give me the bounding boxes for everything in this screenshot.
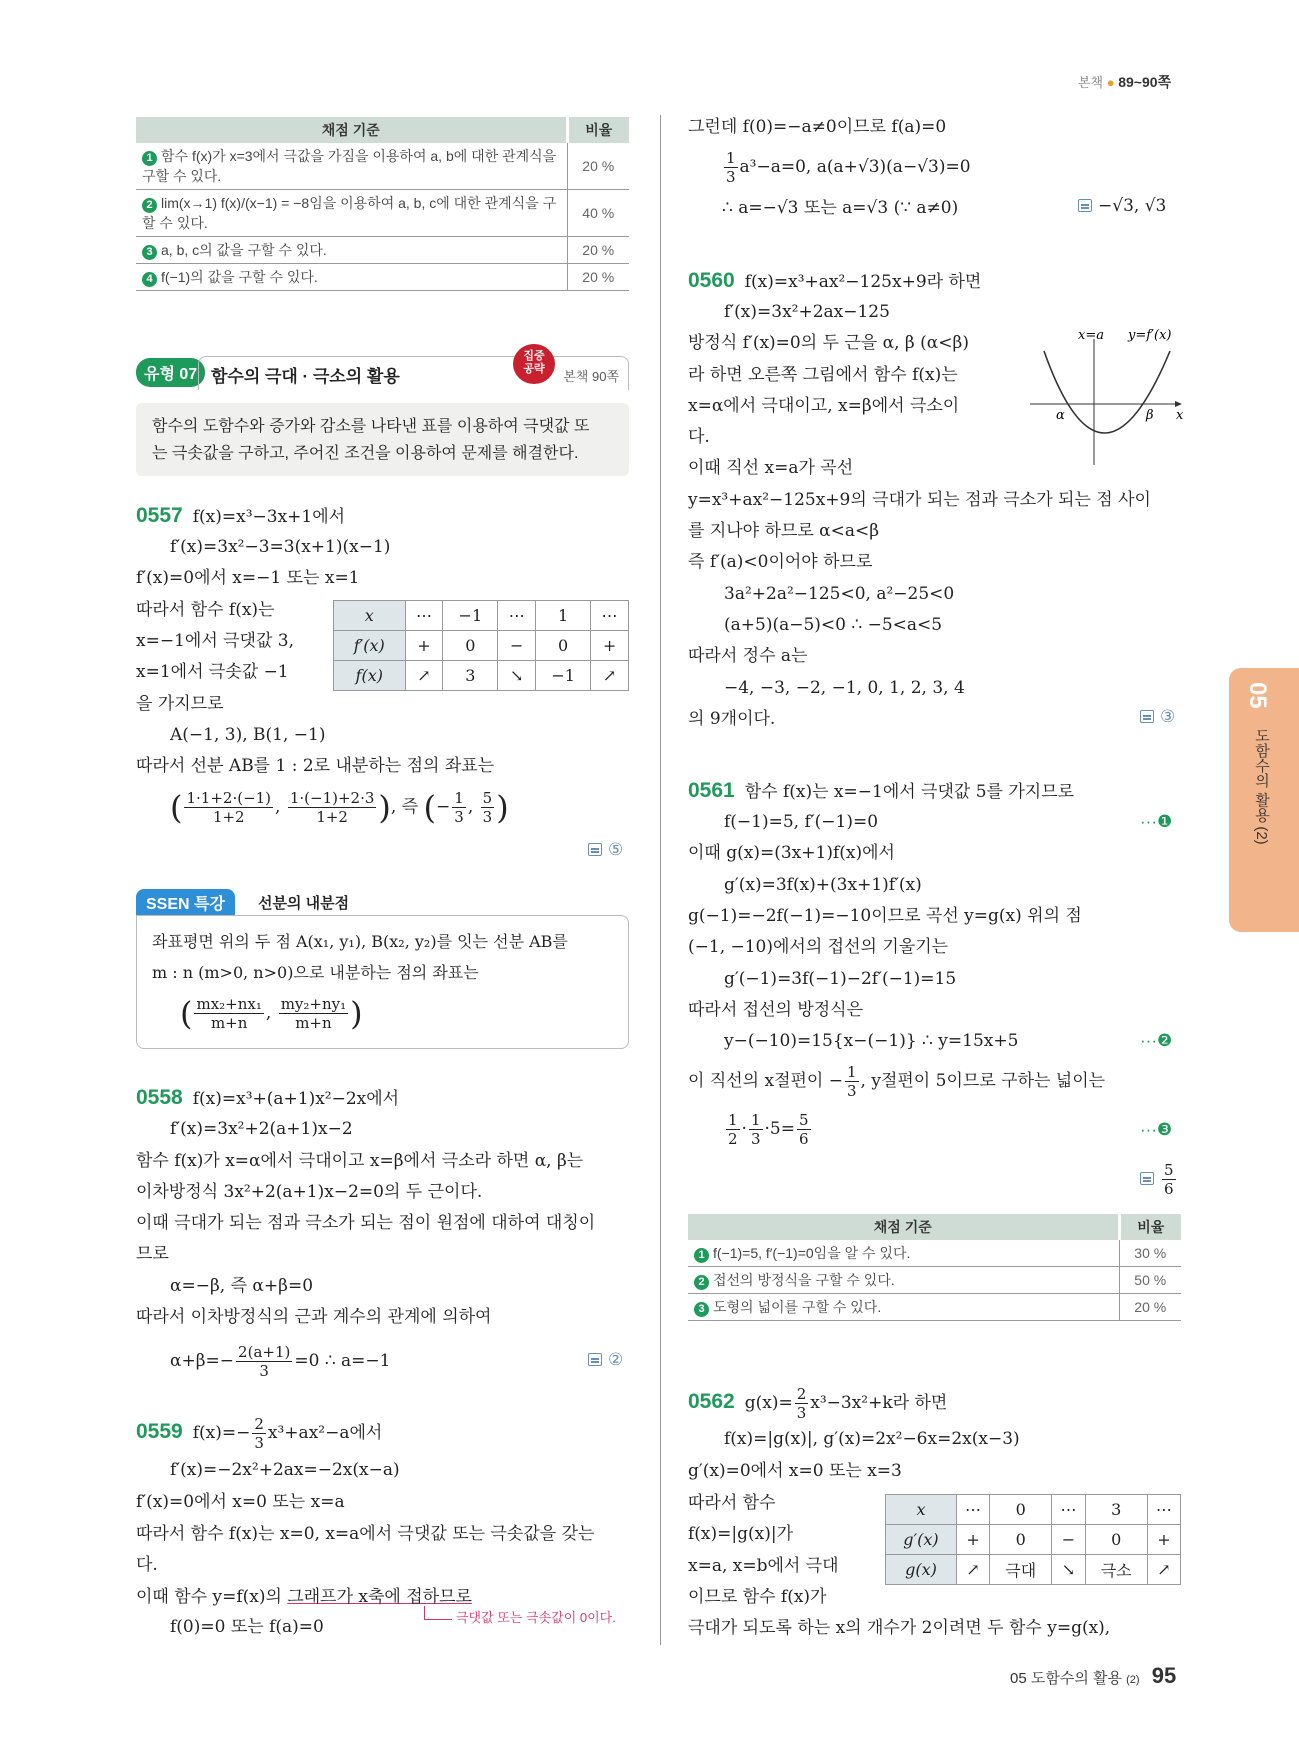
text: 이므로 함수 f(x)가 [688,1587,827,1607]
text: α=−β, 즉 α+β=0 [170,1276,314,1296]
table-cell: + [956,1525,989,1555]
table-row [886,1495,1181,1525]
table-cell: + [1147,1525,1180,1555]
ratio-cell: 20 % [567,237,629,264]
answer-icon [1140,1172,1154,1185]
division-formula: ( $\frac{\text{mx₂+nx₁}}{m+n}$ , $\frac{\text{my₂+ny₁}}{m+n}$ ) [180,994,363,1033]
table-cell: 0 [1085,1525,1147,1555]
text: 을 가지므로 [136,694,224,714]
text: x=1에서 극솟값 −1 [136,662,289,682]
type-badge: 유형 07 [136,358,205,387]
criteria-cell: 1 함수 f(x)가 x=3에서 극값을 가짐을 이용하여 a, b에 대한 관계식을 구할 수 있다. [136,143,567,190]
step-marker-2: ···❷ [1140,1031,1173,1050]
criteria-cell: 3 a, b, c의 값을 구할 수 있다. [136,237,567,264]
criteria-cell: 3 도형의 넓이를 구할 수 있다. [688,1294,1119,1321]
chapter-side-tab[interactable] [1229,668,1299,932]
table-cell: ⋯ [1052,1495,1085,1525]
ref-pages: 89~90쪽 [1118,74,1172,90]
table-cell: 0 [443,631,498,661]
text: f′(x)=3x²+2ax−125 [724,302,890,322]
table-cell: ↘ [498,661,536,691]
step-number-icon: 3 [142,245,157,260]
summary-line: 함수의 도함수와 증가와 감소를 나타낸 표를 이용하여 극댓값 또 [152,418,590,435]
text: f(x)=|g(x)|가 [688,1524,793,1544]
table-row [886,1555,1181,1585]
table-row [334,601,629,631]
table-cell: ⋯ [1147,1495,1180,1525]
table-cell: g(x) [886,1555,957,1585]
text: $\frac{1}{3}$ a³−a=0, a(a+√3)(a−√3)=0 [726,149,971,186]
text: 이차방정식 3x²+2(a+1)x−2=0의 두 근이다. [136,1182,483,1202]
page-reference [1078,70,1171,95]
table-row [688,1267,1181,1294]
text: 좌표평면 위의 두 점 A(x₁, y₁), B(x₂, y₂)를 잇는 선분 AB를 [152,932,568,951]
answer-0561: $\frac{5}{6}$ [1140,1158,1178,1200]
table-cell: 1 [536,601,591,631]
step-marker-1: ···❶ [1140,812,1173,831]
text: $\frac{1}{2}$ · $\frac{1}{3}$ ·5= $\frac{5}{6}$ [728,1111,809,1148]
table-row [334,631,629,661]
table-cell: 3 [1085,1495,1147,1525]
problem-0560-line: 0560 f(x)=x³+ax²−125x+9라 하면 [688,269,982,292]
text: 따라서 함수 f(x)는 [136,600,275,620]
ratio-cell: 50 % [1119,1267,1181,1294]
table-cell: − [1052,1525,1085,1555]
graph-label-line: x=a [1078,328,1104,343]
column-header: 비율 [1119,1214,1181,1240]
division-point-formula: ( $\frac{1\cdot 1+2\cdot(-1)}{1+2}$ , $\frac{1\cdot(-1)+2\cdot 3}{1+2}$ ), 즉 (− $\frac{1}{3}$ , $\frac{5}{3}$ ) [170,788,509,827]
table-cell: + [405,631,443,661]
text: −4, −3, −2, −1, 0, 1, 2, 3, 4 [724,678,965,698]
table-cell: 0 [990,1525,1052,1555]
text: 따라서 접선의 방정식은 [688,1000,864,1020]
text: 다. [136,1555,158,1575]
table-cell: ↗ [405,661,443,691]
summary-line: 는 극솟값을 구하고, 주어진 조건을 이용하여 문제를 해결한다. [152,445,579,462]
fraction: $\frac{1\cdot(-1)+2\cdot 3}{1+2}$ [289,789,375,826]
problem-number: 0557 [136,504,183,527]
problem-number: 0562 [688,1390,735,1413]
step-number-icon: 3 [694,1302,709,1317]
text: 의 9개이다. [688,709,776,729]
side-tab-number: 05 [1244,682,1271,709]
table-row [334,661,629,691]
table-cell: −1 [443,601,498,631]
text: f(−1)=5, f′(−1)=0 [724,812,879,832]
footer-chapter: 05 도함수의 활용 [1010,1670,1122,1687]
table-cell: ↗ [1147,1555,1180,1585]
table-row [688,1294,1181,1321]
text: A(−1, 3), B(1, −1) [170,725,326,745]
dot-icon: ● [1106,75,1115,90]
text: 즉 f′(a)<0이어야 하므로 [688,552,873,572]
problem-0562-line: 0562 g(x)= $\frac{2}{3}$ x³−3x²+k라 하면 [688,1385,948,1422]
text: 그런데 f(0)=−a≠0이므로 f(a)=0 [688,117,947,137]
ref-label: 본책 [1078,75,1104,90]
table-cell: x [886,1495,957,1525]
table-cell: −1 [536,661,591,691]
derivative-graph [1030,325,1190,470]
text: 따라서 함수 f(x)는 x=0, x=a에서 극댓값 또는 극솟값을 갖는 [136,1524,595,1544]
text: m : n (m>0, n>0)으로 내분하는 점의 좌표는 [152,963,479,982]
text: 따라서 정수 a는 [688,646,808,666]
text: 이때 직선 x=a가 곡선 [688,458,854,478]
text: 극대가 되도록 하는 x의 개수가 2이려면 두 함수 y=g(x), [688,1618,1111,1638]
answer-0560: ③ [1140,707,1175,727]
sign-table-0557 [333,600,629,691]
step-number-icon: 4 [142,272,157,287]
text: g′(−1)=3f(−1)−2f′(−1)=15 [724,969,957,989]
footer-part: (2) [1126,1674,1140,1686]
text: 방정식 f′(x)=0의 두 근을 α, β (α<β) [688,333,969,353]
table-cell: ⋯ [498,601,536,631]
table-cell: ↘ [1052,1555,1085,1585]
margin-note: 극댓값 또는 극솟값이 0이다. [456,1610,616,1625]
step-marker-3: ···❸ [1140,1120,1173,1139]
text: α+β=− $\frac{2(a+1)}{3}$ =0 ∴ a=−1 [170,1343,391,1380]
table-cell: 0 [536,631,591,661]
step-number-icon: 1 [694,1248,709,1263]
text: x=a, x=b에서 극대 [688,1556,839,1576]
table-cell: − [498,631,536,661]
table-row [136,143,629,190]
column-divider [660,115,661,1645]
table-cell: ⋯ [956,1495,989,1525]
graph-x: x [1176,408,1184,423]
table-row [688,1240,1181,1267]
text: 다. [688,427,710,447]
page-number: 95 [1151,1663,1177,1688]
answer-icon [588,843,602,856]
graph-alpha: α [1056,408,1065,423]
step-number-icon: 2 [142,198,157,213]
text: 따라서 선분 AB를 1 : 2로 내분하는 점의 좌표는 [136,756,495,776]
problem-0559-line: 0559 f(x)=− $\frac{2}{3}$ x³+ax²−a에서 [136,1415,383,1452]
table-cell: ↗ [591,661,629,691]
sign-table-0562 [885,1494,1181,1585]
criteria-cell: 4 f(−1)의 값을 구할 수 있다. [136,264,567,291]
fraction: $\frac{1}{3}$ [454,789,464,826]
text: f(0)=0 또는 f(a)=0 [170,1617,324,1637]
text: 이 직선의 x절편이 − $\frac{1}{3}$ , y절편이 5이므로 구하는 넓이는 [688,1063,1106,1100]
text: 므로 [136,1244,169,1264]
footer [1010,1664,1176,1692]
answer-0559: −√3, √3 [1078,196,1166,216]
side-tab-title: 도함수의 활용 (2) [1253,728,1270,845]
type-summary [136,403,629,476]
table-row [136,190,629,237]
scoring-table-1 [136,117,629,291]
table-cell: 극대 [990,1555,1052,1585]
text: 이때 g(x)=(3x+1)f(x)에서 [688,843,895,863]
text: f(x)=x³−3x+1에서 [192,507,346,527]
text: 이때 함수 y=f(x)의 그래프가 x축에 접하므로 [136,1587,472,1607]
table-cell: ⋯ [591,601,629,631]
text: f(x)=|g(x)|, g′(x)=2x²−6x=2x(x−3) [724,1429,1020,1449]
text: 함수 f(x)가 x=α에서 극대이고 x=β에서 극소라 하면 α, β는 [136,1151,584,1171]
answer-icon [1140,710,1154,723]
type07-header [136,350,629,390]
problem-number: 0561 [688,779,735,802]
problem-number: 0558 [136,1086,183,1109]
table-row [136,264,629,291]
column-header: 채점 기준 [688,1214,1119,1240]
text: g′(x)=3f(x)+(3x+1)f′(x) [724,875,922,895]
answer-icon [588,1353,602,1366]
criteria-cell: 1 f(−1)=5, f′(−1)=0임을 알 수 있다. [688,1240,1119,1267]
table-cell: x [334,601,406,631]
text: 따라서 이차방정식의 근과 계수의 관계에 의하여 [136,1307,492,1327]
text: x=α에서 극대이고, x=β에서 극소이 [688,396,960,416]
column-header: 채점 기준 [136,117,567,143]
problem-0557-line [136,504,345,529]
text: f′(x)=0에서 x=0 또는 x=a [136,1492,345,1512]
scoring-table-2 [688,1214,1181,1321]
text: f′(x)=−2x²+2ax=−2x(x−a) [170,1460,400,1480]
problem-0561-line: 0561 함수 f(x)는 x=−1에서 극댓값 5를 가지므로 [688,779,1075,802]
table-cell: f′(x) [334,631,406,661]
ratio-cell: 20 % [567,264,629,291]
text: y−(−10)=15{x−(−1)} ∴ y=15x+5 [724,1031,1019,1051]
ratio-cell: 20 % [1119,1294,1181,1321]
ratio-cell: 40 % [567,190,629,237]
text: (−1, −10)에서의 접선의 기울기는 [688,937,949,957]
answer-0557: ⑤ [588,840,623,860]
text: (a+5)(a−5)<0 ∴ −5<a<5 [724,615,943,635]
table-cell: ⋯ [405,601,443,631]
answer-icon [1078,199,1092,212]
text: g′(x)=0에서 x=0 또는 x=3 [688,1461,902,1481]
text: y=x³+ax²−125x+9의 극대가 되는 점과 극소가 되는 점 사이 [688,490,1151,510]
ratio-cell: 30 % [1119,1240,1181,1267]
text: f′(x)=0에서 x=−1 또는 x=1 [136,568,360,588]
type-ref: 본책 90쪽 [563,369,619,384]
text: f′(x)=3x²+2(a+1)x−2 [170,1119,353,1139]
table-row [136,237,629,264]
criteria-cell: 2 접선의 방정식을 구할 수 있다. [688,1267,1119,1294]
text: g(−1)=−2f(−1)=−10이므로 곡선 y=g(x) 위의 점 [688,906,1082,926]
graph-label-curve: y=f′(x) [1128,328,1172,343]
table-cell: + [591,631,629,661]
text: ∴ a=−√3 또는 a=√3 (∵ a≠0) [722,198,959,218]
table-cell: 극소 [1085,1555,1147,1585]
note-leader [424,1606,452,1620]
table-row [886,1525,1181,1555]
text: 3a²+2a²−125<0, a²−25<0 [724,584,955,604]
fraction: $\frac{1\cdot 1+2\cdot(-1)}{1+2}$ [186,789,272,826]
focus-badge: 집중 공략 [513,344,555,384]
column-header: 비율 [567,117,629,143]
type-title: 함수의 극대 · 극소의 활용 [211,367,400,386]
step-number-icon: 2 [694,1275,709,1290]
text: x=−1에서 극댓값 3, [136,631,295,651]
graph-beta: β [1146,408,1154,423]
problem-number: 0559 [136,1420,183,1443]
ssen-title: 선분의 내분점 [258,895,350,912]
answer-0558: ② [588,1350,623,1370]
table-cell: f(x) [334,661,406,691]
table-cell: 3 [443,661,498,691]
text: f′(x)=3x²−3=3(x+1)(x−1) [170,537,391,557]
text: 따라서 함수 [688,1493,776,1513]
step-number-icon: 1 [142,151,157,166]
table-cell: 0 [990,1495,1052,1525]
fraction: $\frac{5}{3}$ [482,789,493,826]
text: 라 하면 오른쪽 그림에서 함수 f(x)는 [688,365,958,385]
ssen-badge: SSEN 특강 [136,889,235,916]
ratio-cell: 20 % [567,143,629,190]
table-cell: ↗ [956,1555,989,1585]
problem-number: 0560 [688,269,735,292]
text: 를 지나야 하므로 α<a<β [688,521,880,541]
table-cell: g′(x) [886,1525,957,1555]
problem-0558-line: 0558 f(x)=x³+(a+1)x²−2x에서 [136,1086,400,1109]
text: 이때 극대가 되는 점과 극소가 되는 점이 원점에 대하여 대칭이 [136,1213,596,1233]
criteria-cell: 2 lim(x→1) f(x)/(x−1) = −8임을 이용하여 a, b, c에 대한 관계식을 구할 수 있다. [136,190,567,237]
